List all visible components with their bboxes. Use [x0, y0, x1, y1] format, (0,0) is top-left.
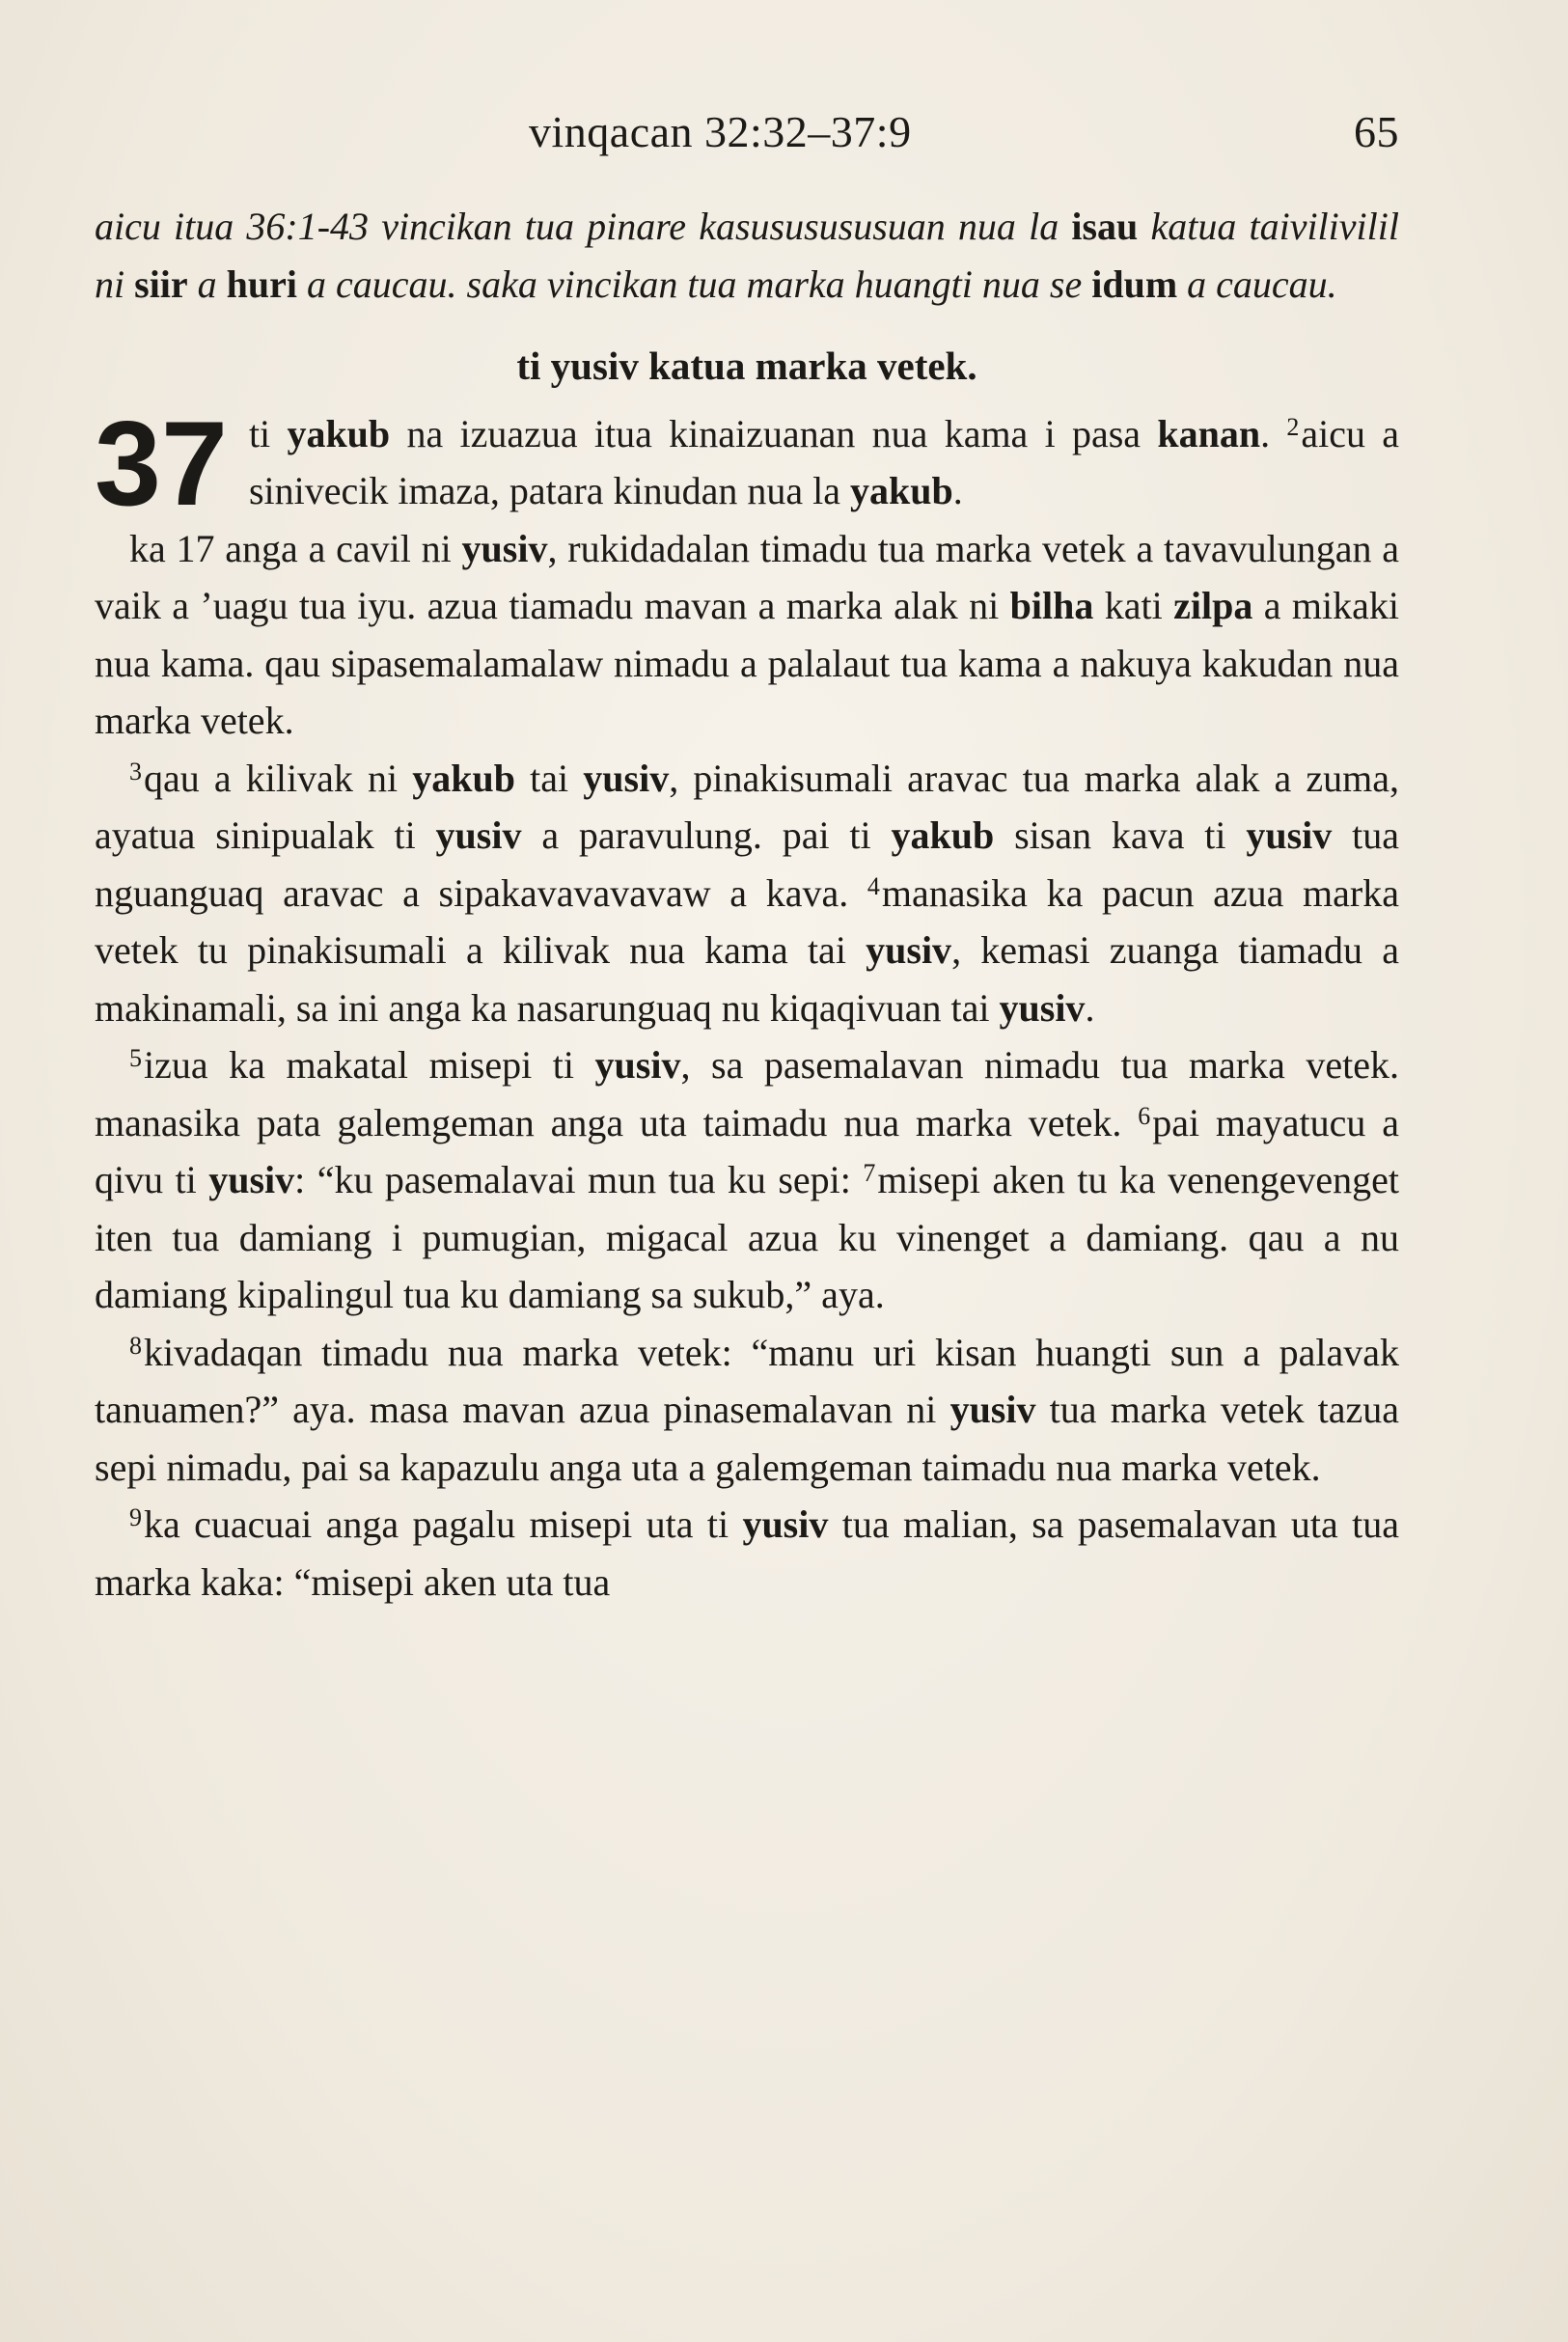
paragraph: $^5$izua ka makatal misepi ti yusiv, sa pasemalavan nimadu tua marka vetek. manasika pata galemgeman anga uta taimadu nua marka vetek. $^6$pai mayatucu a qivu ti yusiv: “ku pasemalavai mun tua ku sepi: $^7$misepi aken tu ka venengevenget iten tua damiang i pumugian, migacal azua ku vinenget a damiang. qau a nu damiang kipalingul tua ku damiang sa sukub,” aya.	[95, 1043, 1400, 1316]
verse-number: 6	[1138, 1101, 1151, 1130]
paragraph: ka 17 anga a cavil ni yusiv, rukidadalan timadu tua marka vetek a tavavulungan a vaik a ’uagu tua iyu. azua tiamadu mavan a marka alak ni bilha kati zilpa a mikaki nua kama. qau sipasemalamalaw nimadu a palalaut tua kama a nakuya kakudan nua marka vetek.	[95, 526, 1400, 742]
page-number: 65	[1354, 107, 1399, 156]
page-body	[95, 198, 1399, 1611]
chapter-opening-paragraph: 37 ti yakub na izuazua itua kinaizuanan nua kama i pasa kanan. $^2$aicu a sinivecik imaza, patara kinudan nua la yakub.	[95, 397, 1400, 531]
verse-number: 4	[867, 871, 880, 900]
verse-number: 2	[1286, 412, 1300, 441]
paragraph: $^3$qau a kilivak ni yakub tai yusiv, pinakisumali aravac tua marka alak a zuma, ayatua sinipualak ti yusiv a paravulung. pai ti yakub sisan kava ti yusiv tua nguanguaq aravac a sipakavavavavaw a kava. $^4$manasika ka pacun azua marka vetek tu pinakisumali a kilivak nua kama tai yusiv, kemasi zuanga tiamadu a makinamali, sa ini anga ka nasarunguaq nu kiqaqivuan tai yusiv.	[95, 756, 1400, 1030]
chapter-number: 37	[95, 397, 228, 531]
running-title: vinqacan 32:32–37:9	[529, 107, 912, 156]
section-heading: ti yusiv katua marka vetek.	[516, 344, 977, 388]
verse-number: 3	[129, 757, 142, 785]
verse-number: 5	[129, 1044, 142, 1072]
chapter-summary: aicu itua 36:1-43 vincikan tua pinare kasususususuan nua la isau katua taivilivilil ni siir a huri a caucau. saka vincikan tua marka huangti nua se idum a caucau.	[95, 205, 1399, 306]
paragraph: $^8$kivadaqan timadu nua marka vetek: “manu uri kisan huangti sun a palavak tanuamen?” aya. masa mavan azua pinasemalavan ni yusiv tua marka vetek tazua sepi nimadu, pai sa kapazulu anga uta a galemgeman taimadu nua marka vetek.	[95, 1330, 1399, 1489]
page-header	[95, 106, 1399, 164]
paragraph: $^9$ka cuacuai anga pagalu misepi uta ti yusiv tua malian, sa pasemalavan uta tua marka kaka: “misepi aken uta tua	[95, 1502, 1399, 1604]
verse-number: 7	[863, 1159, 876, 1187]
verse-number: 8	[129, 1331, 142, 1360]
verse-number: 9	[129, 1503, 142, 1531]
